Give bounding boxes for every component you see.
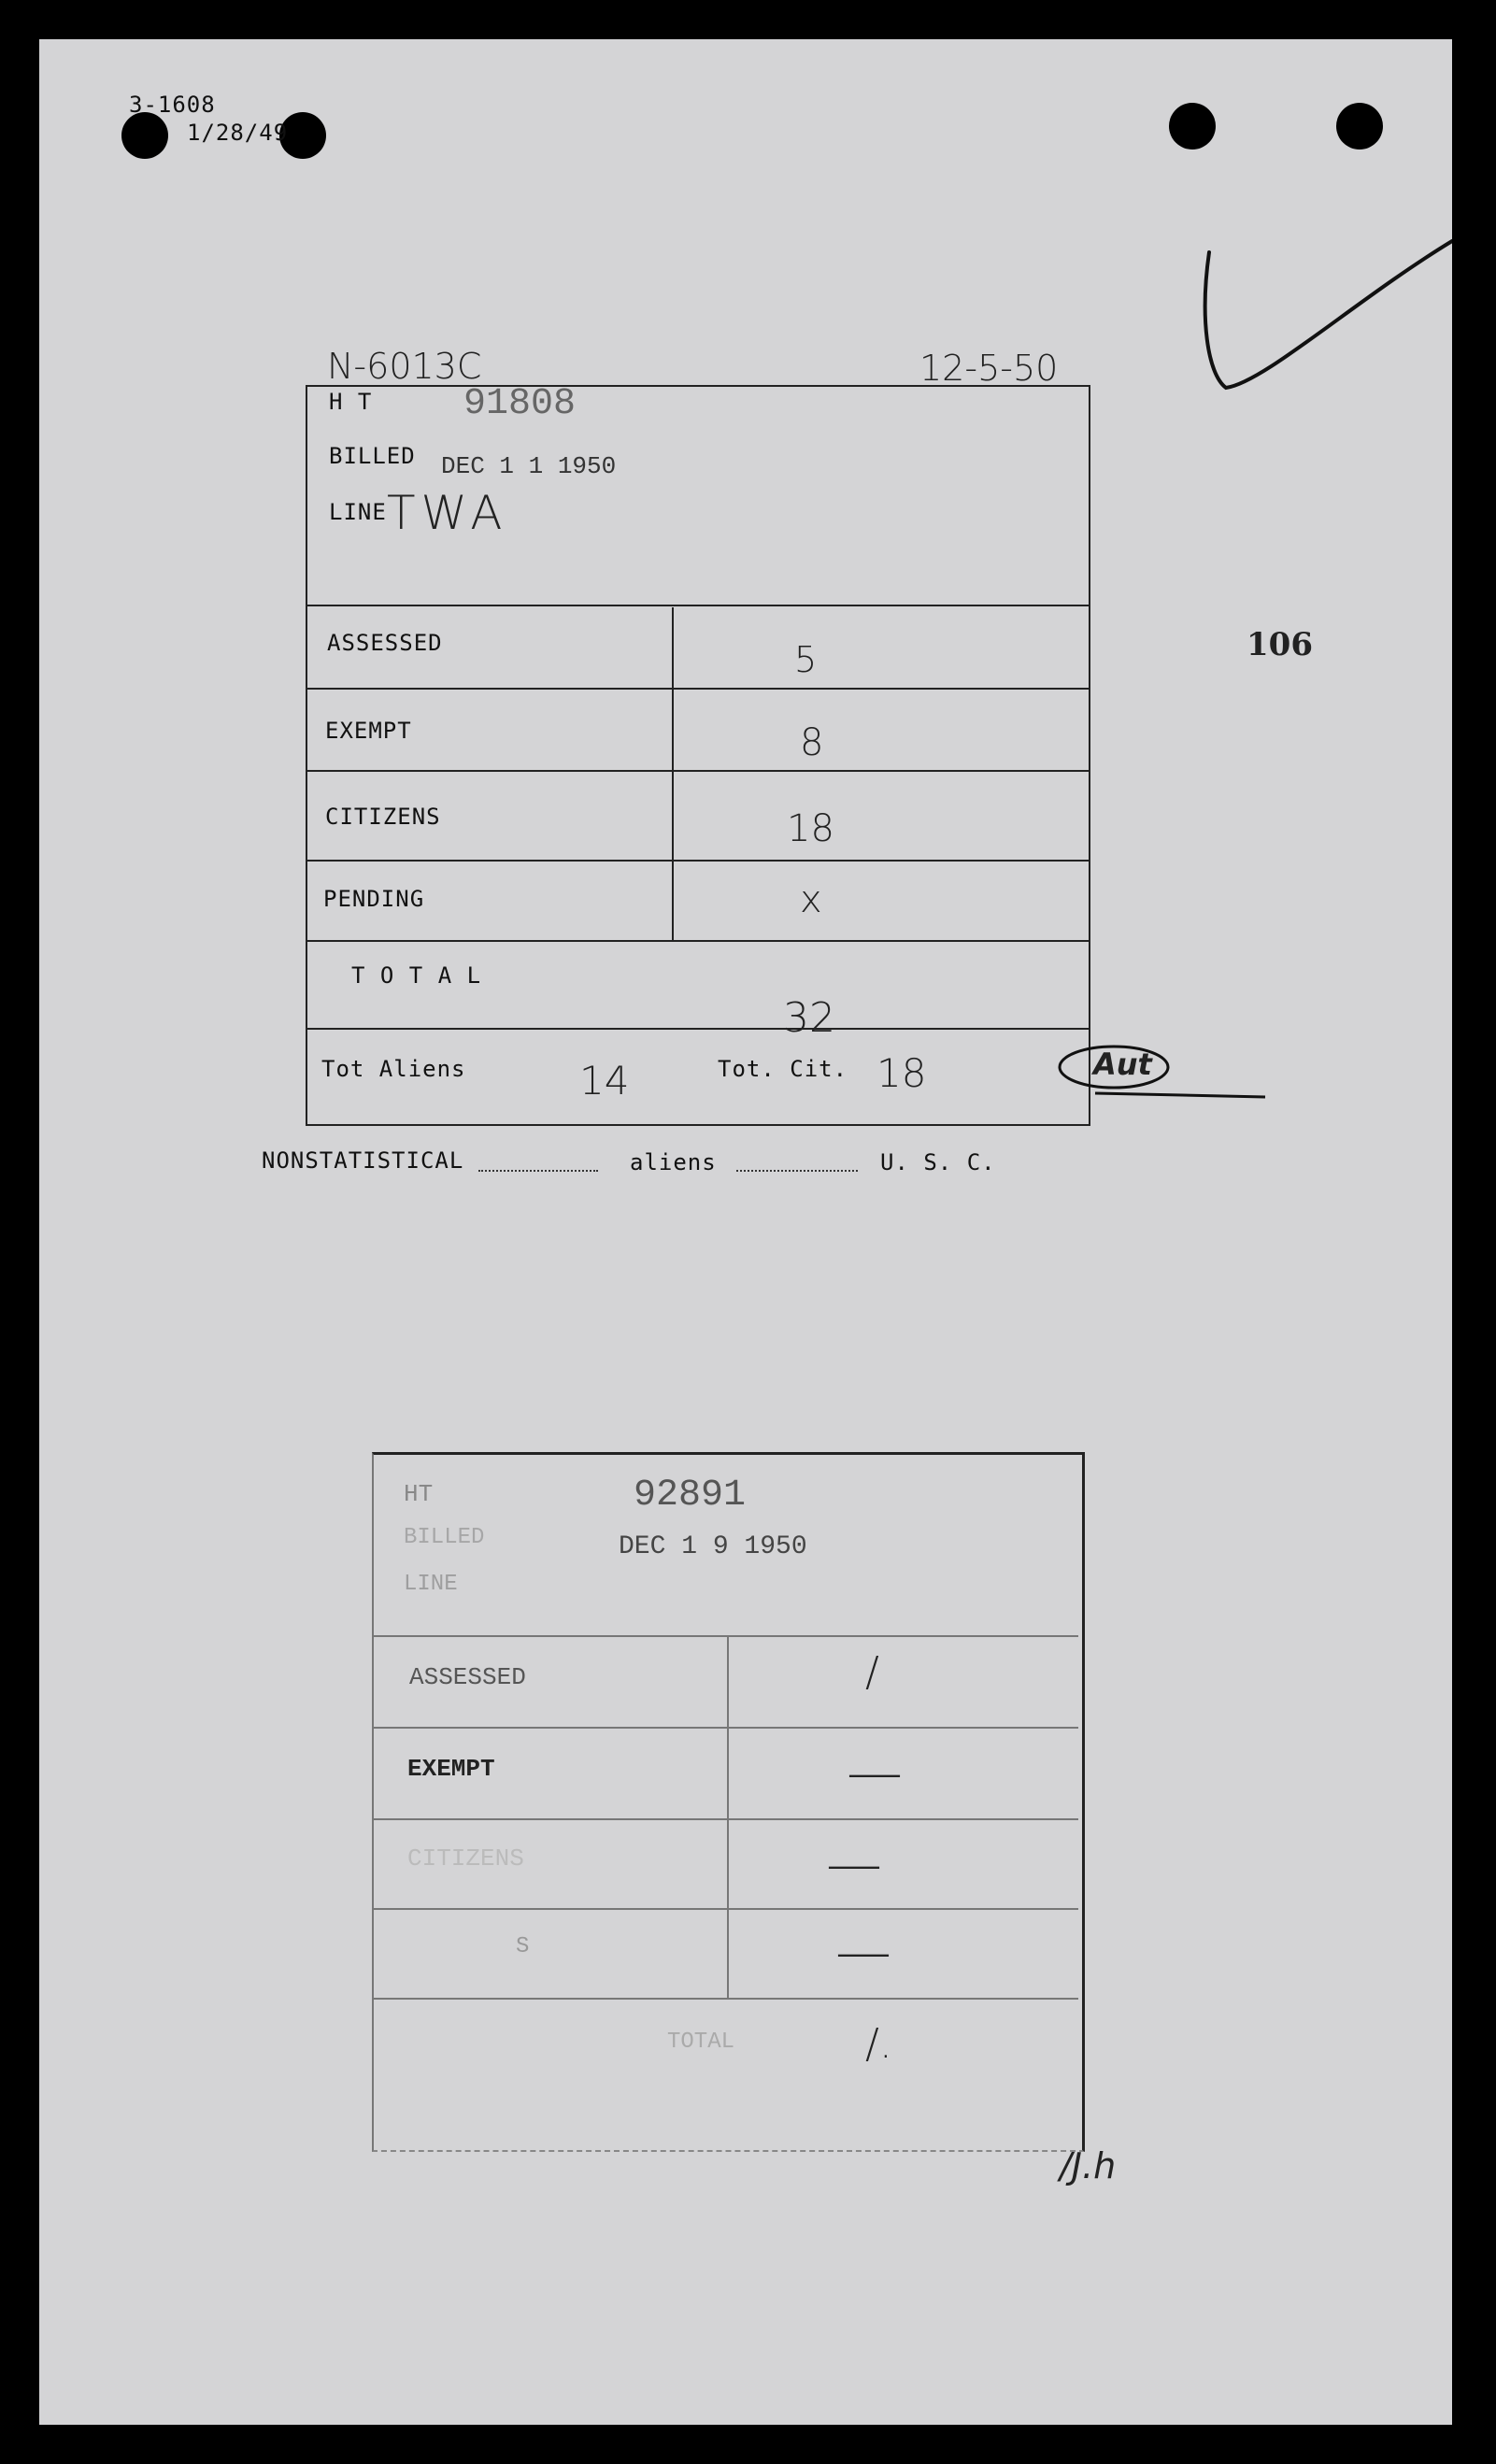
citizens-label: CITIZENS bbox=[407, 1844, 524, 1873]
assessed-value: / bbox=[865, 1648, 879, 1696]
total-value: 32 bbox=[783, 994, 835, 1042]
date-handwritten: 12-5-50 bbox=[919, 348, 1059, 389]
exempt-value: — bbox=[847, 1740, 903, 1805]
total-citizens-value: 18 bbox=[876, 1050, 927, 1096]
initials-signature bbox=[1048, 1039, 1273, 1104]
aliens-label: aliens bbox=[630, 1149, 717, 1175]
initials-text: Aut bbox=[1093, 1047, 1152, 1082]
line-label: LINE bbox=[329, 499, 387, 525]
total-label: TOTAL bbox=[667, 2030, 735, 2055]
billed-label: BILLED bbox=[329, 443, 416, 469]
divider bbox=[374, 1635, 1078, 1637]
total-aliens-label: Tot Aliens bbox=[321, 1056, 466, 1082]
usc-label: U. S. C. bbox=[880, 1149, 996, 1175]
form-date: 1/28/49 bbox=[187, 120, 289, 146]
pending-label: PENDING bbox=[323, 886, 425, 912]
page-number: 106 bbox=[1247, 626, 1313, 663]
divider bbox=[374, 1727, 1078, 1729]
usc-blank bbox=[736, 1170, 858, 1172]
citizens-value: 18 bbox=[787, 807, 834, 850]
total-citizens-label: Tot. Cit. bbox=[718, 1056, 848, 1082]
billed-date-stamp: DEC 1 1 1950 bbox=[441, 452, 617, 480]
divider bbox=[374, 1998, 1078, 2000]
aliens-blank bbox=[478, 1170, 598, 1172]
ht-label: HT bbox=[404, 1480, 434, 1508]
assessed-label: ASSESSED bbox=[327, 630, 443, 656]
nonstatistical-label: NONSTATISTICAL bbox=[262, 1147, 464, 1174]
initials-signature: /J.h bbox=[1060, 2145, 1117, 2186]
billed-label: BILLED bbox=[404, 1525, 485, 1550]
pending-label: S bbox=[516, 1934, 530, 1959]
punch-hole bbox=[121, 112, 168, 159]
assessed-label: ASSESSED bbox=[409, 1663, 526, 1691]
pending-value: x bbox=[800, 878, 822, 921]
document-page bbox=[39, 39, 1452, 2425]
total-label: T O T A L bbox=[351, 962, 482, 989]
punch-hole bbox=[1336, 103, 1383, 150]
check-mark-icon bbox=[1198, 196, 1452, 420]
exempt-value: 8 bbox=[800, 721, 824, 764]
divider bbox=[307, 940, 1089, 942]
reference-handwritten: N-6013C bbox=[327, 346, 482, 387]
divider bbox=[307, 688, 1089, 690]
billed-date-stamp: DEC 1 9 1950 bbox=[619, 1532, 807, 1561]
divider bbox=[307, 770, 1089, 772]
column-divider bbox=[727, 1637, 729, 1998]
column-divider bbox=[672, 607, 674, 941]
total-value: /. bbox=[865, 2020, 892, 2068]
ht-label: H T bbox=[329, 389, 373, 415]
citizens-value: — bbox=[826, 1831, 882, 1897]
punch-hole bbox=[1169, 103, 1216, 150]
ht-number-stamp: 92891 bbox=[634, 1474, 747, 1517]
divider bbox=[374, 1818, 1078, 1820]
divider bbox=[307, 605, 1089, 606]
ht-number-stamp: 91808 bbox=[463, 383, 577, 425]
line-value: TWA bbox=[387, 486, 508, 540]
pending-value: — bbox=[835, 1919, 891, 1985]
divider bbox=[374, 1908, 1078, 1910]
line-label: LINE bbox=[404, 1572, 458, 1597]
total-aliens-value: 14 bbox=[579, 1058, 630, 1104]
assessed-value: 5 bbox=[794, 639, 818, 680]
form-number: 3-1608 bbox=[129, 92, 216, 118]
divider bbox=[307, 1028, 1089, 1030]
exempt-label: EXEMPT bbox=[325, 718, 412, 744]
exempt-label: EXEMPT bbox=[407, 1755, 495, 1783]
citizens-label: CITIZENS bbox=[325, 804, 441, 830]
divider bbox=[307, 860, 1089, 862]
